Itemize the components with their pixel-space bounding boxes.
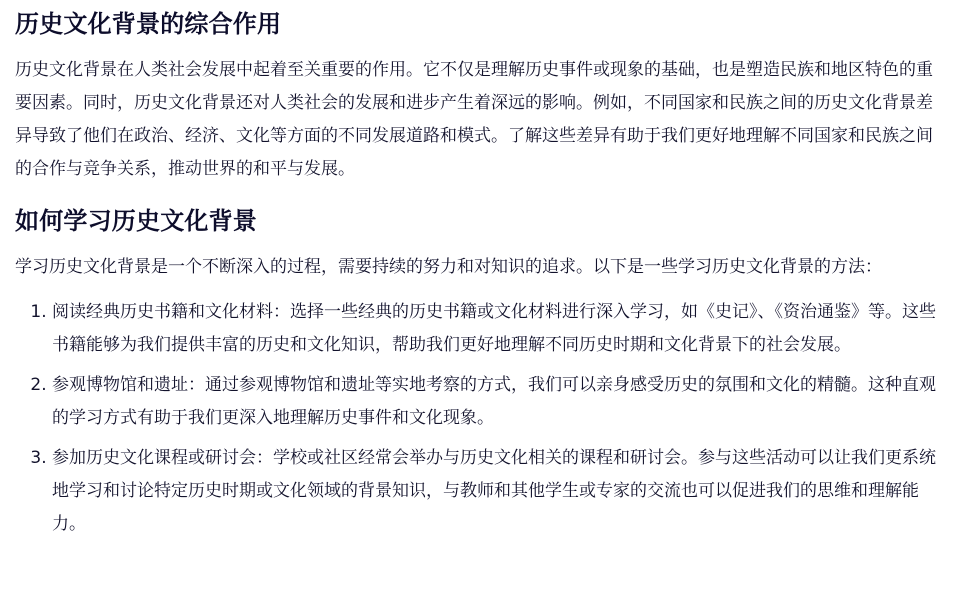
learning-methods-list <box>15 296 941 541</box>
list-item-read-classics: 1. 阅读经典历史书籍和文化材料：选择一些经典的历史书籍或文化材料进行深入学习，如《史记》、《资治通鉴》等。这些书籍能够为我们提供丰富的历史和文化知识，帮助我们更好地理解不同历史时期和文化背景下的社会发展。 <box>52 296 941 362</box>
section-heading-comprehensive-role: 历史文化背景的综合作用 <box>15 10 282 38</box>
list-item-attend-courses: 3. 参加历史文化课程或研讨会：学校或社区经常会举办与历史文化相关的课程和研讨会。参与这些活动可以让我们更系统地学习和讨论特定历史时期或文化领域的背景知识，与教师和其他学生或专家的交流也可以促进我们的思维和理解能力。 <box>52 442 941 541</box>
section-heading-how-to-learn: 如何学习历史文化背景 <box>15 207 257 235</box>
section-paragraph-comprehensive-role: 历史文化背景在人类社会发展中起着至关重要的作用。它不仅是理解历史事件或现象的基础，也是塑造民族和地区特色的重要因素。同时，历史文化背景还对人类社会的发展和进步产生着深远的影响。例如，不同国家和民族之间的历史文化背景差异导致了他们在政治、经济、文化等方面的不同发展道路和模式。了解这些差异有助于我们更好地理解不同国家和民族之间的合作与竞争关系，推动世界的和平与发展。 <box>15 60 933 179</box>
section-paragraph-how-to-learn: 学习历史文化背景是一个不断深入的过程，需要持续的努力和对知识的追求。以下是一些学习历史文化背景的方法： <box>15 257 882 277</box>
list-item-visit-museums: 2. 参观博物馆和遗址：通过参观博物馆和遗址等实地考察的方式，我们可以亲身感受历史的氛围和文化的精髓。这种直观的学习方式有助于我们更深入地理解历史事件和文化现象。 <box>52 369 941 435</box>
